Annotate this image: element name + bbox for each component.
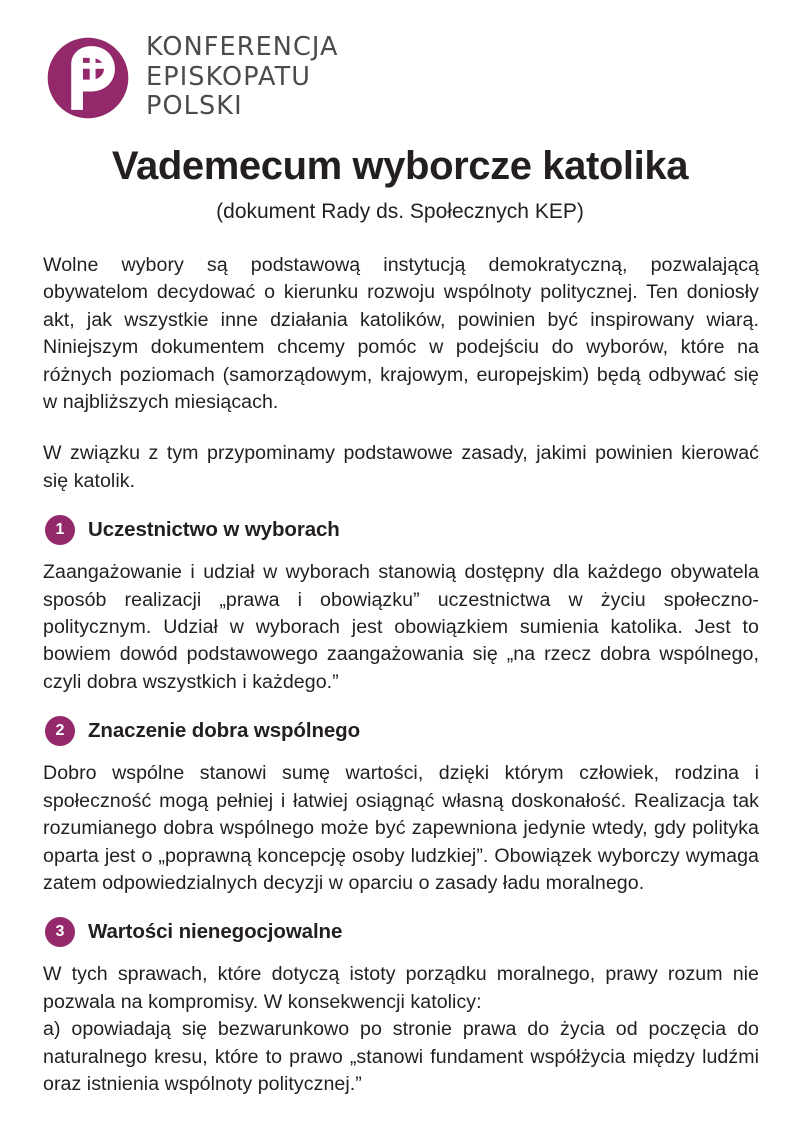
intro-paragraph-1: Wolne wybory są podstawową instytucją demokratyczną, pozwalającą obywatelom decydować o kierunku rozwoju wspólnoty politycznej. Ten doniosły akt, jak wszystkie inne działania katolików, powinien być inspirowany wiarą. Niniejszym dokumentem chcemy pomóc w podejściu do wyborów, które na różnych poziomach (samorządowym, krajowym, europejskim) będą odbywać się w najbliższych miesiącach.: [43, 254, 759, 414]
spacer: [43, 696, 759, 716]
section-3-number-badge: 3: [45, 917, 75, 947]
section-3-body-item-a: a) opowiadają się bezwarunkowo po stronie prawa do życia od poczęcia do naturalnego kresu, które to prawo „stanowi fundament współżycia między ludźmi oraz istnienia wspólnoty politycznej.”: [43, 1018, 759, 1095]
section-2-title: Znaczenie dobra wspólnego: [88, 719, 361, 743]
logo-line-1: KONFERENCJA: [146, 32, 339, 62]
section-1: [43, 515, 759, 696]
intro-paragraph-2: W związku z tym przypominamy podstawowe zasady, jakimi powinien kierować się katolik.: [43, 442, 759, 492]
section-2-body: Dobro wspólne stanowi sumę wartości, dzięki którym człowiek, rodzina i społeczność mogą pełniej i łatwiej osiągnąć własną doskonałość. Realizacja tak rozumianego dobra wspólnego może być zapewniona jedynie wtedy, gdy polityka oparta jest o „poprawną koncepcję osoby ludzkiej”. Obowiązek wyborczy wymaga zatem odpowiedzialnych decyzji w oparciu o zasady ładu moralnego.: [43, 762, 759, 894]
kep-logo-mark-icon: [46, 36, 130, 120]
kep-logo: [46, 33, 339, 124]
section-2-heading: [45, 716, 759, 746]
section-3-title: Wartości nienegocjowalne: [88, 920, 343, 944]
section-1-title: Uczestnictwo w wyborach: [88, 518, 340, 542]
section-1-heading: [45, 515, 759, 545]
section-2: [43, 716, 759, 897]
page-subtitle: (dokument Rady ds. Społecznych KEP): [216, 200, 584, 223]
spacer: [43, 897, 759, 917]
section-1-body: Zaangażowanie i udział w wyborach stanowią dostępny dla każdego obywatela sposób realizacji „prawa i obowiązku” uczestnictwa w życiu społeczno-politycznym. Udział w wyborach jest obowiązkiem sumienia katolika. Jest to bowiem dowód podstawowego zaangażowania się „na rzecz dobra wspólnego, czyli dobra wszystkich i każdego.”: [43, 561, 759, 693]
logo-line-3: POLSKI: [146, 91, 243, 121]
section-3-heading: [45, 917, 759, 947]
kep-wordmark: [146, 33, 339, 124]
spacer: [43, 416, 759, 440]
section-3: [43, 917, 759, 1098]
section-3-body: W tych sprawach, które dotyczą istoty porządku moralnego, prawy rozum nie pozwala na kompromisy. W konsekwencji katolicy:: [43, 963, 759, 1013]
section-2-number-badge: 2: [45, 716, 75, 746]
page-title: Vademecum wyborcze katolika: [111, 144, 689, 188]
document-body: [43, 252, 759, 1098]
section-1-number-badge: 1: [45, 515, 75, 545]
spacer: [43, 495, 759, 515]
logo-line-2: EPISKOPATU: [146, 61, 312, 92]
